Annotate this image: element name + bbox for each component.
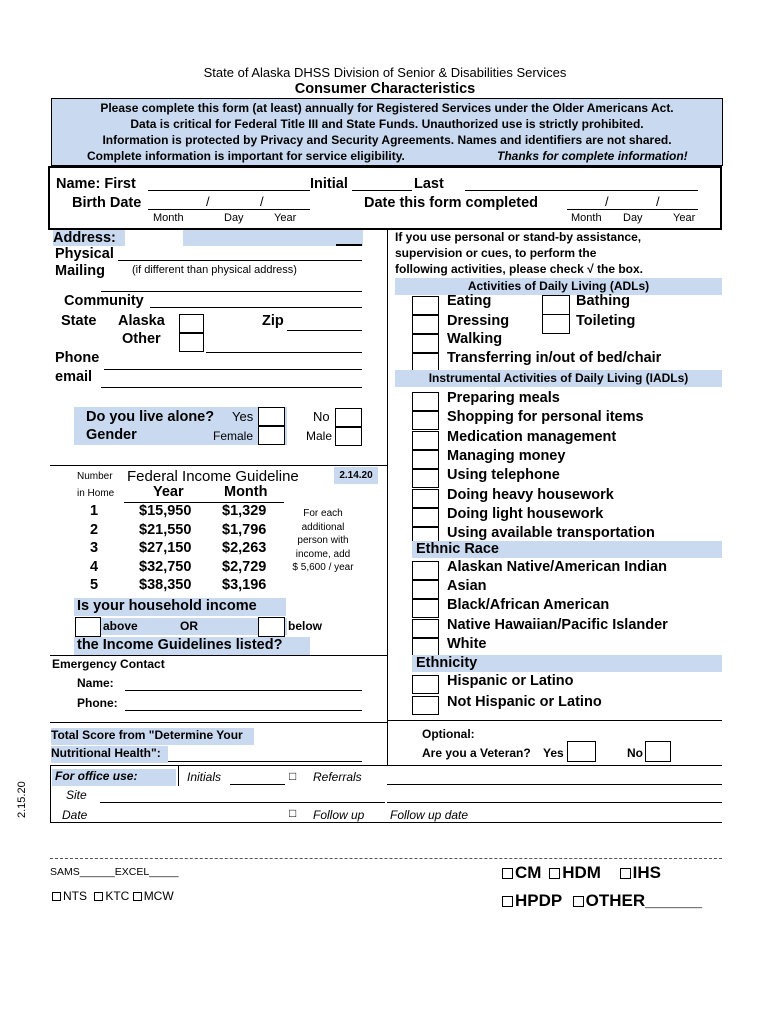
- other-label: OTHER______: [585, 891, 702, 910]
- divider: [50, 465, 387, 466]
- intro-line: If you use personal or stand-by assistance,: [395, 230, 642, 244]
- score-line1: Total Score from "Determine Your: [51, 728, 254, 745]
- nts-label: NTS: [63, 889, 87, 903]
- iadl-label: Doing light housework: [447, 505, 604, 522]
- live-alone-yes-checkbox[interactable]: [258, 407, 285, 426]
- mailing-note: (if different than physical address): [132, 264, 297, 276]
- dressing-label: Dressing: [447, 313, 510, 329]
- iadl-checkbox[interactable]: [412, 450, 439, 469]
- male-checkbox[interactable]: [335, 427, 362, 446]
- veteran-yes-label: Yes: [543, 746, 564, 760]
- iadl-label: Using telephone: [447, 467, 560, 484]
- emergency-name-field[interactable]: [125, 690, 362, 691]
- date-slash: /: [206, 194, 210, 209]
- score-line2: Nutritional Health":: [51, 746, 168, 763]
- initials-label: Initials: [187, 770, 222, 784]
- instruction-line: Information is protected by Privacy and Security Agreements. Names and identifiers are not shared.: [102, 133, 672, 147]
- monthly-income: $1,329: [222, 503, 267, 519]
- form-title: Consumer Characteristics: [294, 81, 476, 97]
- below-label: below: [288, 619, 323, 633]
- iadl-label: Using available transportation: [447, 525, 655, 542]
- cm-checkbox[interactable]: [502, 868, 513, 879]
- instructions-panel: [51, 98, 723, 166]
- emergency-phone-label: Phone:: [77, 696, 118, 710]
- race-checkbox[interactable]: [412, 580, 439, 599]
- adl-header-text: Activities of Daily Living (ADLs): [467, 279, 650, 293]
- yearly-income: $32,750: [139, 558, 192, 575]
- iadl-checkbox[interactable]: [412, 431, 439, 450]
- iadl-header: [395, 370, 722, 387]
- household-size: 4: [90, 558, 99, 575]
- instruction-line: Please complete this form (at least) annually for Registered Services under the Older Americans Act.: [100, 101, 674, 115]
- race-label: Alaskan Native/American Indian: [447, 559, 667, 575]
- physical-address-field[interactable]: [118, 260, 362, 261]
- state-value: Alaska: [118, 313, 165, 329]
- optional-label: Optional:: [422, 727, 475, 741]
- other-checkbox[interactable]: [573, 896, 584, 907]
- date-completed-field[interactable]: [567, 209, 698, 210]
- year-header: Year: [153, 484, 184, 500]
- walking-checkbox[interactable]: [412, 334, 439, 353]
- office-title-text: For office use:: [55, 769, 138, 783]
- below-checkbox[interactable]: [258, 617, 285, 637]
- female-label: Female: [213, 429, 254, 443]
- live-alone-no-label: No: [313, 409, 330, 424]
- live-alone-yes-label: Yes: [232, 409, 254, 424]
- site-field[interactable]: [100, 802, 385, 803]
- race-label: Black/African American: [447, 597, 610, 614]
- address-label-text: Address:: [53, 230, 116, 246]
- monthly-income: $3,196: [222, 577, 267, 593]
- site-field-right[interactable]: [387, 802, 722, 803]
- initial-field[interactable]: [352, 190, 412, 191]
- office-use-title: [52, 769, 176, 786]
- income-guidelines-question: [74, 637, 310, 655]
- race-header: [412, 541, 722, 558]
- adl-intro: [395, 229, 643, 277]
- date-completed-label: Date this form completed: [364, 195, 539, 211]
- day-hint: Day: [623, 212, 643, 224]
- thanks-note: Thanks for complete information!: [497, 149, 688, 163]
- day-hint: Day: [224, 212, 244, 224]
- yearly-income: $27,150: [139, 540, 192, 556]
- iadl-header-text: Instrumental Activities of Daily Living (IADLs): [428, 371, 689, 385]
- note-line: $ 5,600 / year: [292, 562, 354, 573]
- household-income-question: [74, 598, 286, 616]
- race-label: Asian: [447, 578, 487, 595]
- ethnicity-checkbox[interactable]: [412, 696, 439, 715]
- transferring-label: Transferring in/out of bed/chair: [447, 350, 662, 366]
- office-divider: [178, 765, 179, 786]
- site-label: Site: [66, 788, 87, 802]
- phone-field[interactable]: [104, 369, 362, 370]
- sams-excel: SAMS______EXCEL_____: [50, 866, 179, 878]
- office-left-border: [50, 765, 51, 822]
- household-size: 1: [90, 503, 99, 519]
- hdm-label: HDM: [562, 863, 601, 882]
- female-checkbox[interactable]: [258, 426, 285, 445]
- program-checkboxes-row2: [502, 891, 702, 911]
- ethnicity-label: Not Hispanic or Latino: [447, 694, 602, 710]
- walking-label: Walking: [447, 331, 503, 347]
- cm-label: CM: [515, 863, 542, 882]
- monthly-income: $2,263: [222, 540, 267, 556]
- number-label: Number: [77, 471, 113, 482]
- question-text: Is your household income: [77, 598, 257, 614]
- divider: [50, 822, 722, 823]
- race-checkbox[interactable]: [412, 638, 439, 657]
- race-label: Native Hawaiian/Pacific Islander: [447, 616, 668, 633]
- month-hint: Month: [571, 212, 602, 224]
- follow-up-date-label: Follow up date: [390, 808, 469, 822]
- revision-date: 2.15.20: [16, 781, 28, 818]
- community-field[interactable]: [150, 307, 362, 308]
- ethnicity-checkbox[interactable]: [412, 675, 439, 694]
- referrals-field[interactable]: [387, 784, 722, 785]
- note-line: For each: [303, 508, 343, 519]
- divider: [50, 722, 387, 723]
- or-label: OR: [180, 619, 198, 633]
- race-checkbox[interactable]: [412, 599, 439, 618]
- checkbox-split: [542, 314, 570, 315]
- nts-checkbox[interactable]: [52, 892, 61, 901]
- household-size: 2: [90, 521, 99, 538]
- birth-date-label: Birth Date: [72, 195, 142, 211]
- race-header-text: Ethnic Race: [416, 541, 499, 557]
- last-name-label: Last: [414, 176, 444, 192]
- yearly-income: $21,550: [139, 521, 192, 538]
- address-label: [53, 230, 125, 246]
- ihs-label: IHS: [632, 863, 661, 882]
- score-field[interactable]: [168, 761, 362, 762]
- iadl-label: Managing money: [447, 447, 566, 464]
- yearly-income: $38,350: [139, 577, 192, 593]
- dressing-checkbox[interactable]: [412, 315, 439, 334]
- monthly-income: $1,796: [222, 521, 267, 538]
- veteran-no-checkbox[interactable]: [645, 741, 671, 762]
- ethnicity-header: [412, 655, 722, 672]
- follow-up-checkbox[interactable]: □: [289, 806, 297, 820]
- note-line: additional: [301, 521, 345, 533]
- referrals-label: Referrals: [313, 770, 362, 784]
- emergency-phone-field[interactable]: [125, 710, 362, 711]
- agency-line: State of Alaska DHSS Division of Senior & Disabilities Services: [203, 65, 567, 80]
- ethnicity-header-text: Ethnicity: [416, 655, 478, 671]
- emergency-name-label: Name:: [77, 676, 114, 690]
- ktc-checkbox[interactable]: [94, 892, 103, 901]
- emergency-contact-title: Emergency Contact: [52, 657, 165, 671]
- physical-label: Physical: [55, 246, 114, 262]
- iadl-checkbox[interactable]: [412, 508, 439, 527]
- hdm-checkbox[interactable]: [549, 868, 560, 879]
- birth-date-field[interactable]: [148, 209, 310, 210]
- program-checkboxes-left: [52, 889, 174, 903]
- monthly-income: $2,729: [222, 558, 267, 575]
- mailing-address-field[interactable]: [101, 291, 362, 292]
- ethnicity-label: Hispanic or Latino: [447, 673, 574, 689]
- live-alone-label: Do you live alone?: [86, 409, 215, 425]
- mcw-label: MCW: [143, 889, 174, 903]
- yearly-income: $15,950: [139, 503, 192, 519]
- date-slash: /: [656, 194, 660, 209]
- hpdp-label: HPDP: [515, 891, 562, 910]
- phone-label: Phone: [55, 350, 100, 366]
- referrals-checkbox[interactable]: □: [289, 769, 297, 783]
- instruction-line: Data is critical for Federal Title III and State Funds. Unauthorized use is strictly prohibited.: [130, 117, 644, 131]
- month-hint: Month: [153, 212, 184, 224]
- column-divider: [387, 230, 388, 765]
- male-label: Male: [306, 429, 333, 443]
- iadl-label: Medication management: [447, 428, 617, 445]
- adl-header: [395, 278, 722, 295]
- in-home-label: in Home: [77, 488, 115, 499]
- veteran-label: Are you a Veteran?: [422, 746, 531, 760]
- live-alone-no-checkbox[interactable]: [335, 408, 362, 427]
- additional-person-note: [290, 507, 356, 575]
- office-date-label: Date: [62, 808, 88, 822]
- other-state-checkbox[interactable]: [179, 333, 204, 352]
- alaska-checkbox[interactable]: [179, 314, 204, 333]
- intro-line: following activities, please check √ the box.: [395, 262, 643, 276]
- year-hint: Year: [673, 212, 696, 224]
- divider: [387, 720, 722, 721]
- hpdp-checkbox[interactable]: [502, 896, 513, 907]
- race-label: White: [447, 635, 487, 652]
- iadl-checkbox[interactable]: [412, 392, 439, 411]
- last-name-field[interactable]: [465, 190, 698, 191]
- gender-label: Gender: [86, 427, 137, 443]
- toileting-label: Toileting: [576, 313, 636, 329]
- iadl-label: Shopping for personal items: [447, 409, 644, 426]
- email-label: email: [55, 369, 93, 385]
- race-checkbox[interactable]: [412, 561, 439, 580]
- address-mark: [336, 244, 362, 246]
- iadl-checkbox[interactable]: [412, 489, 439, 508]
- date-slash: /: [605, 194, 609, 209]
- income-guideline-title: Federal Income Guideline: [127, 468, 299, 485]
- program-checkboxes-row1: [502, 863, 661, 883]
- note-line: person with: [297, 535, 349, 546]
- veteran-no-label: No: [627, 746, 643, 760]
- first-name-field[interactable]: [148, 190, 310, 191]
- email-field[interactable]: [101, 387, 362, 388]
- household-size: 5: [90, 577, 99, 593]
- community-label: Community: [64, 293, 144, 309]
- divider: [50, 765, 722, 766]
- ihs-checkbox[interactable]: [620, 868, 631, 879]
- intro-line: supervision or cues, to perform the: [395, 246, 597, 260]
- cut-line: [50, 858, 722, 859]
- mcw-checkbox[interactable]: [133, 892, 142, 901]
- instruction-line: Complete information is important for service eligibility.: [87, 149, 405, 163]
- year-hint: Year: [274, 212, 297, 224]
- household-size: 3: [90, 540, 99, 556]
- first-name-label: Name: First: [56, 176, 136, 192]
- ktc-label: KTC: [105, 889, 130, 903]
- guideline-date: 2.14.20: [334, 467, 378, 484]
- above-label: above: [103, 619, 138, 633]
- zip-field[interactable]: [287, 330, 362, 331]
- race-checkbox[interactable]: [412, 619, 439, 638]
- zip-label: Zip: [262, 313, 284, 329]
- other-state-label: Other: [122, 331, 161, 347]
- iadl-checkbox[interactable]: [412, 411, 439, 430]
- divider: [50, 655, 387, 656]
- initials-field[interactable]: [230, 784, 285, 785]
- other-state-field[interactable]: [206, 352, 362, 353]
- note-line: income, add: [295, 548, 351, 560]
- follow-up-label: Follow up: [313, 808, 365, 822]
- bathing-label: Bathing: [576, 293, 630, 309]
- above-checkbox[interactable]: [75, 617, 101, 637]
- eating-label: Eating: [447, 293, 492, 309]
- iadl-label: Doing heavy housework: [447, 486, 614, 503]
- date-slash: /: [260, 194, 264, 209]
- iadl-label: Preparing meals: [447, 390, 560, 406]
- initial-label: Initial: [310, 176, 348, 192]
- veteran-yes-checkbox[interactable]: [567, 741, 596, 762]
- eating-checkbox[interactable]: [412, 296, 439, 315]
- state-label: State: [61, 313, 97, 329]
- month-header: Month: [224, 484, 268, 500]
- iadl-checkbox[interactable]: [412, 469, 439, 488]
- question-text: the Income Guidelines listed?: [77, 637, 283, 653]
- mailing-label: Mailing: [55, 263, 105, 279]
